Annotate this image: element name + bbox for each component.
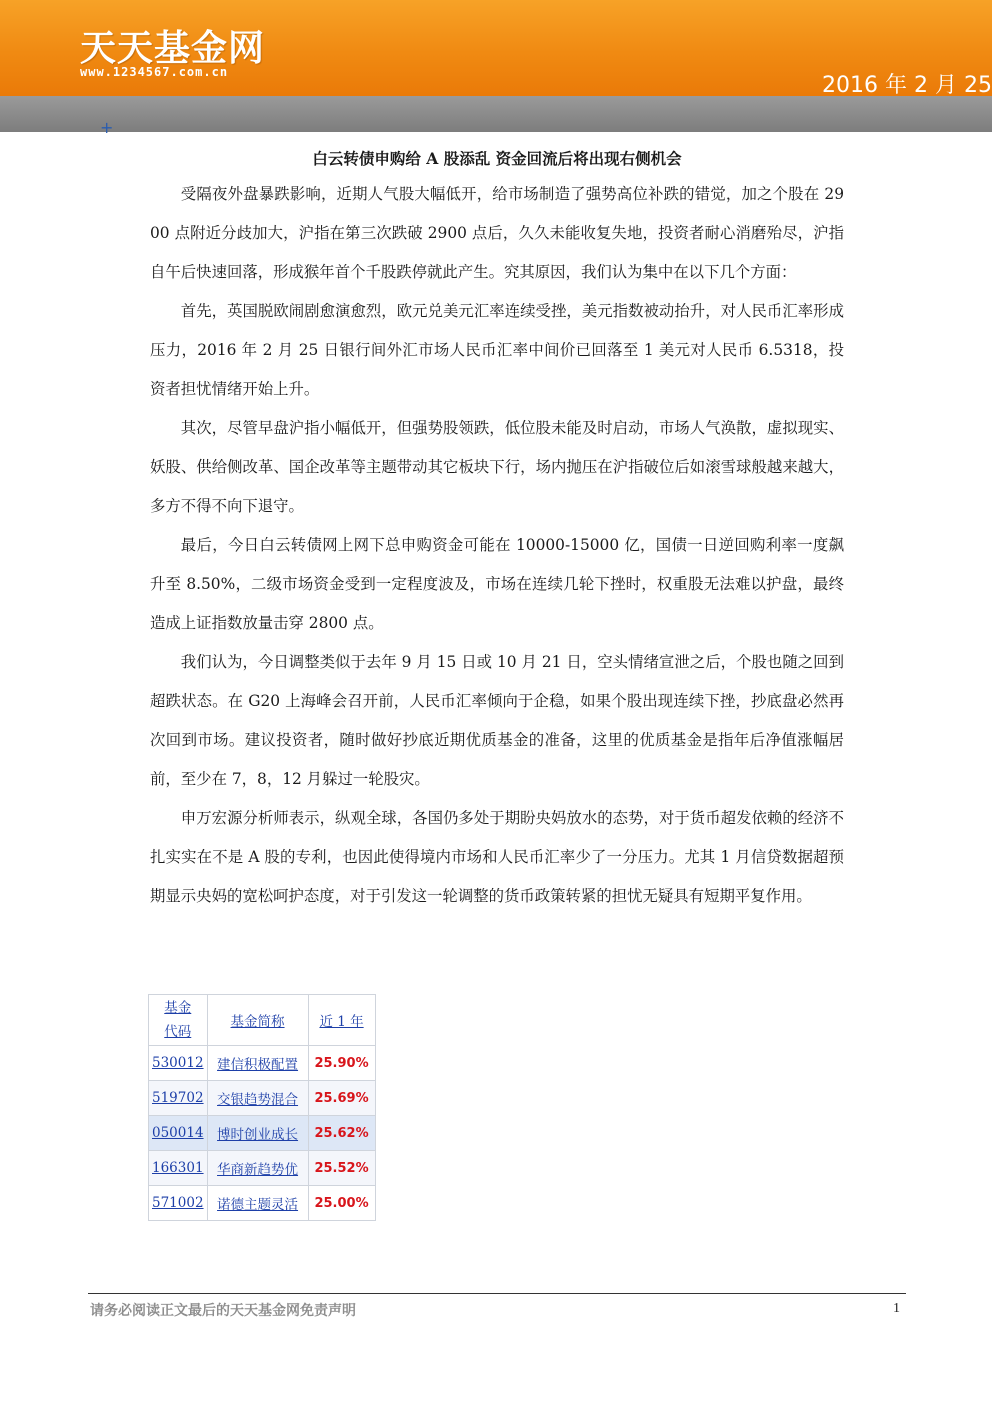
fund-code-link[interactable]: 166301 xyxy=(152,1160,204,1176)
fund-name-cell xyxy=(207,1186,308,1221)
paragraph: 最后，今日白云转债网上网下总申购资金可能在 10000-15000 亿，国债一日逆回购利率一度飙升至 8.50%，二级市场资金受到一定程度波及，市场在连续几轮下挫时，权重股无法难以护盘，最终造成上证指数放量击穿 2800 点。 xyxy=(150,536,844,632)
page-number: 1 xyxy=(893,1301,900,1316)
paragraph: 首先，英国脱欧闹剧愈演愈烈，欧元兑美元汇率连续受挫，美元指数被动抬升，对人民币汇率形成压力，2016 年 2 月 25 日银行间外汇市场人民币汇率中间价已回落至 1 美元对人民币 6.5318，投资者担忧情绪开始上升。 xyxy=(150,302,844,398)
fund-code-link[interactable]: 530012 xyxy=(152,1055,204,1071)
plus-icon: + xyxy=(100,118,114,137)
table-row xyxy=(149,1186,376,1221)
fund-code-link[interactable]: 519702 xyxy=(152,1090,204,1106)
fund-name-cell xyxy=(207,1046,308,1081)
paragraph: 受隔夜外盘暴跌影响，近期人气股大幅低开，给市场制造了强势高位补跌的错觉，加之个股在 2900 点附近分歧加大，沪指在第三次跌破 2900 点后，久久未能收复失地，投资者耐心消磨殆尽，沪指自午后快速回落，形成猴年首个千股跌停就此产生。究其原因，我们认为集中在以下几个方面： xyxy=(150,185,844,281)
fund-return-cell: 25.90% xyxy=(308,1046,375,1081)
fund-return-cell: 25.52% xyxy=(308,1151,375,1186)
article-title: 白云转债申购给 A 股添乱 资金回流后将出现右侧机会 xyxy=(312,149,682,168)
footer-divider xyxy=(88,1293,906,1294)
fund-code-cell xyxy=(149,1151,208,1186)
header-code-line1[interactable]: 基金 xyxy=(164,1000,192,1016)
fund-code-cell xyxy=(149,1081,208,1116)
header-ret-link[interactable]: 近 1 年 xyxy=(319,1014,364,1030)
fund-name-link[interactable]: 博时创业成长 xyxy=(217,1127,299,1143)
article-body xyxy=(150,175,844,916)
paragraph: 我们认为，今日调整类似于去年 9 月 15 日或 10 月 21 日，空头情绪宣泄之后，个股也随之回到超跌状态。在 G20 上海峰会召开前，人民币汇率倾向于企稳，如果个股出现连续下挫，抄底盘必然再次回到市场。建议投资者，随时做好抄底近期优质基金的准备，这里的优质基金是指年后净值涨幅居前，至少在 7，8，12 月躲过一轮股灾。 xyxy=(150,653,844,788)
site-logo[interactable]: 天天基金网 xyxy=(80,28,266,69)
table-row xyxy=(149,1046,376,1081)
header-gray-bar xyxy=(0,96,992,132)
table-row xyxy=(149,1081,376,1116)
table-row-highlighted xyxy=(149,1116,376,1151)
header-code-line2[interactable]: 代码 xyxy=(164,1024,192,1040)
fund-return-cell: 25.62% xyxy=(308,1116,375,1151)
header-one-year-return[interactable] xyxy=(308,995,375,1046)
site-url: www.1234567.com.cn xyxy=(80,65,229,79)
fund-code-link[interactable]: 571002 xyxy=(152,1195,204,1211)
paragraph: 申万宏源分析师表示，纵观全球，各国仍多处于期盼央妈放水的态势，对于货币超发依赖的经济不扎实实在不是 A 股的专利，也因此使得境内市场和人民币汇率少了一分压力。尤其 1 月信贷数据超预期显示央妈的宽松呵护态度，对于引发这一轮调整的货币政策转紧的担忧无疑具有短期平复作用。 xyxy=(150,809,844,905)
footer-disclaimer: 请务必阅读正文最后的天天基金网免责声明 xyxy=(90,1303,356,1319)
fund-name-link[interactable]: 华商新趋势优 xyxy=(217,1162,299,1178)
header-date: 2016 年 2 月 25 xyxy=(822,73,992,98)
fund-name-link[interactable]: 诺德主题灵活 xyxy=(217,1197,299,1213)
table-row xyxy=(149,1151,376,1186)
fund-code-link[interactable]: 050014 xyxy=(152,1125,204,1141)
header-name-link[interactable]: 基金简称 xyxy=(230,1014,285,1030)
table-header-row xyxy=(149,995,376,1046)
fund-code-cell xyxy=(149,1046,208,1081)
fund-name-cell xyxy=(207,1081,308,1116)
fund-name-link[interactable]: 交银趋势混合 xyxy=(217,1092,299,1108)
header-fund-code[interactable] xyxy=(149,995,208,1046)
header-fund-name[interactable] xyxy=(207,995,308,1046)
fund-return-cell: 25.00% xyxy=(308,1186,375,1221)
fund-return-cell: 25.69% xyxy=(308,1081,375,1116)
fund-name-cell xyxy=(207,1151,308,1186)
fund-name-cell xyxy=(207,1116,308,1151)
fund-code-cell xyxy=(149,1186,208,1221)
fund-table xyxy=(148,994,376,1221)
paragraph: 其次，尽管早盘沪指小幅低开，但强势股领跌，低位股未能及时启动，市场人气涣散，虚拟现实、妖股、供给侧改革、国企改革等主题带动其它板块下行，场内抛压在沪指破位后如滚雪球般越来越大，多方不得不向下退守。 xyxy=(150,419,844,515)
fund-name-link[interactable]: 建信积极配置 xyxy=(217,1057,299,1073)
fund-code-cell xyxy=(149,1116,208,1151)
